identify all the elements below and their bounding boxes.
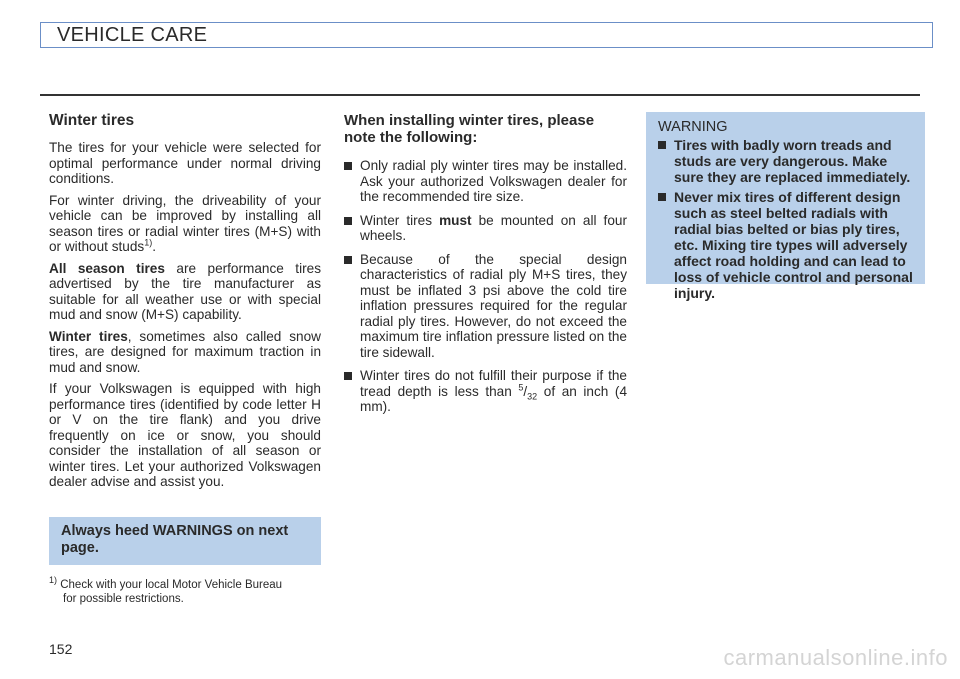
list-item-text-pre: Winter tires [360, 212, 440, 228]
section-title: Winter tires [49, 112, 135, 129]
section-header-title: VEHICLE CARE [57, 24, 208, 46]
fraction-numerator: 5 [518, 381, 524, 392]
bullet-square-icon [344, 256, 352, 264]
list-item-text-post: of an inch (4 mm). [360, 383, 627, 414]
watermark: carmanualsonline.info [723, 645, 948, 670]
warning-item-text: Never mix tires of different design such as steel belted radials with radial bias belted or bias ply tires, etc. Mixing tire types will adversely affect road holding and can lead to loss of vehicle control and personal injury. [674, 189, 913, 301]
paragraph-winter-tires [49, 329, 321, 376]
list-item-emphasis: must [439, 212, 472, 228]
left-column [49, 112, 321, 496]
warning-box [646, 112, 925, 301]
list-item-text: Winter tires do not fulfill their purpose if the tread depth is less than $^5/_{32}$ of an inch (4 mm). [360, 368, 627, 414]
warning-title: WARNING [658, 119, 728, 135]
list-item-text: Because of the special design characteristics of radial ply M+S tires, they must be inflated 3 psi above the cold tire inflation pressures required for the regular radial ply tires. However, do not exceed the maximum tire inflation pressure listed on the tire sidewall. [360, 251, 627, 360]
bullet-square-icon [658, 141, 666, 149]
warnings-notice: Always heed WARNINGS on next page. [49, 517, 321, 565]
all-season-term: All season tires [49, 260, 165, 276]
bullet-square-icon [344, 372, 352, 380]
middle-column [344, 112, 627, 423]
warning-item [658, 137, 913, 185]
list-item [344, 368, 627, 415]
list-item-text [360, 213, 627, 244]
footnote-line-1: Check with your local Motor Vehicle Bureau [60, 579, 283, 591]
warning-item-text: Tires with badly worn treads and studs are very dangerous. Make sure they are replaced immediately. [674, 137, 911, 185]
page-number: 152 [49, 641, 73, 657]
winter-tires-term: Winter tires [49, 328, 128, 344]
warning-item [658, 189, 913, 301]
bullet-square-icon [344, 162, 352, 170]
list-item [344, 158, 627, 205]
footnote-reference: 1) [144, 237, 153, 248]
section-header-box [40, 22, 933, 48]
high-performance-text: If your Volkswagen is equipped with high performance tires (identified by code letter H or V on the tire flank) and you drive frequently on ice or snow, you should consider the installation of all season or winter tires. Let your authorized Volkswagen dealer advise and assist you. [49, 381, 321, 489]
footnote-mark: 1) [49, 575, 58, 586]
list-item-text: Only radial ply winter tires may be installed. Ask your authorized Volkswagen dealer for the recommended tire size. [360, 158, 627, 204]
footnote [49, 575, 321, 606]
paragraph-end-mark: . [152, 239, 156, 254]
paragraph-intro [49, 140, 321, 187]
list-item [344, 213, 627, 244]
paragraph-winter-driving [49, 193, 321, 255]
bullet-square-icon [658, 193, 666, 201]
header-divider [40, 94, 920, 96]
list-item-text-post: be mounted on all four wheels. [360, 212, 627, 243]
paragraph-winter-driving-text: For winter driving, the driveability of your vehicle can be improved by installing all season tires or radial winter tires (M+S) with or without studs [49, 192, 321, 254]
paragraph-all-season [49, 261, 321, 323]
winter-tires-text: , sometimes also called snow tires, are designed for maximum traction in mud and snow. [49, 328, 321, 375]
installation-notes-title: When installing winter tires, please note the following: [344, 112, 595, 146]
paragraph-intro-text: The tires for your vehicle were selected for optimal performance under normal driving conditions. [49, 140, 321, 186]
bullet-square-icon [344, 217, 352, 225]
list-item [344, 252, 627, 361]
all-season-text: are performance tires advertised by the tire manufacturer as suitable for all weather use or with special mud and snow (M+S) capability. [49, 260, 321, 322]
paragraph-high-performance [49, 381, 321, 490]
list-item-text-pre: Winter tires do not fulfill their purpose if the tread depth is less than [360, 368, 627, 399]
fraction-denominator: 32 [527, 391, 538, 402]
footnote-line-2: for possible restrictions. [63, 593, 184, 605]
